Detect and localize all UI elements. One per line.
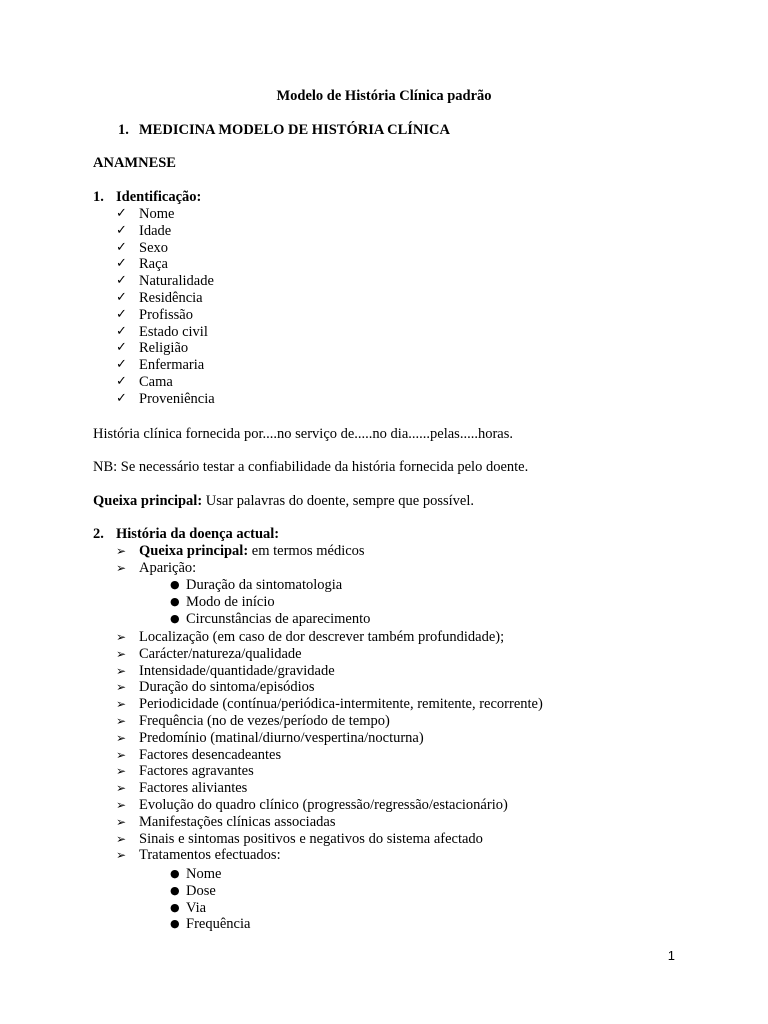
arrow-bullet-icon: ➢ <box>116 764 127 779</box>
list-item-text: Intensidade/quantidade/gravidade <box>139 662 335 679</box>
list-item <box>116 306 215 324</box>
arrow-bullet-icon: ➢ <box>116 544 127 558</box>
list-item-text: Enfermaria <box>139 357 205 374</box>
arrow-bullet-icon: ➢ <box>116 560 127 575</box>
list-item <box>116 830 543 848</box>
arrow-bullet-icon: ➢ <box>116 630 127 644</box>
list-item <box>116 729 543 747</box>
arrow-bullet-icon: ➢ <box>116 781 127 796</box>
list-item <box>116 543 365 560</box>
list-item-text: Via <box>186 899 207 916</box>
arrow-bullet-icon: ➢ <box>116 848 127 863</box>
checkmark-icon: ✓ <box>116 373 127 389</box>
list-item-text: Cama <box>139 373 173 390</box>
arrow-bullet-icon: ➢ <box>116 797 127 812</box>
list-item-text: Sexo <box>139 239 168 256</box>
checkmark-icon: ✓ <box>116 340 127 356</box>
section1-title: Identificação: <box>116 189 202 205</box>
main-heading: MEDICINA MODELO DE HISTÓRIA CLÍNICA <box>139 122 450 138</box>
list-item-text: Factores aliviantes <box>139 780 248 797</box>
chief-complaint-text: Usar palavras do doente, sempre que possível. <box>202 493 474 509</box>
checkmark-icon: ✓ <box>116 357 127 373</box>
list-item <box>116 780 543 797</box>
list-item-text: Factores desencadeantes <box>139 746 282 763</box>
arrow-bullet-icon: ➢ <box>116 680 127 695</box>
round-bullet-icon: ● <box>170 917 180 931</box>
list-item <box>170 577 370 594</box>
arrow-bullet-icon: ➢ <box>116 663 127 678</box>
list-item <box>116 323 215 341</box>
list-item <box>116 645 543 663</box>
item-queixa-text: em termos médicos <box>248 543 365 559</box>
arrow-bullet-icon: ➢ <box>116 646 127 661</box>
checkmark-icon: ✓ <box>116 273 127 289</box>
list-item <box>116 373 215 391</box>
list-item <box>116 206 215 223</box>
round-bullet-icon: ● <box>170 900 180 914</box>
list-item-text: Modo de início <box>186 593 275 610</box>
arrow-bullet-icon: ➢ <box>116 697 127 712</box>
list-item-text: Duração da sintomatologia <box>186 577 343 593</box>
round-bullet-icon: ● <box>170 883 180 897</box>
list-item-text: Estado civil <box>139 323 208 340</box>
section2-number: 2. <box>93 526 104 542</box>
list-item-text: Factores agravantes <box>139 763 254 780</box>
list-item-text: Religião <box>139 340 189 357</box>
checkmark-icon: ✓ <box>116 222 127 238</box>
list-item <box>116 357 215 374</box>
list-item-text: Circunstâncias de aparecimento <box>186 610 371 627</box>
list-item <box>116 679 543 696</box>
aparicao-sub-list <box>170 577 371 627</box>
list-item <box>116 629 543 646</box>
round-bullet-icon: ● <box>170 578 180 591</box>
list-item-text: Nome <box>139 206 175 222</box>
list-item-text: Residência <box>139 289 203 306</box>
arrow-bullet-icon: ➢ <box>116 831 127 846</box>
list-item <box>116 746 543 764</box>
list-item-text: Localização (em caso de dor descrever também profundidade); <box>139 629 505 645</box>
round-bullet-icon: ● <box>170 594 180 608</box>
list-item <box>170 610 371 628</box>
arrow-bullet-icon: ➢ <box>116 747 127 762</box>
arrow-bullet-icon: ➢ <box>116 713 127 728</box>
list-item-text: Nome <box>186 866 222 882</box>
checkmark-icon: ✓ <box>116 390 127 406</box>
identification-list <box>116 206 215 408</box>
aparicao-list <box>116 543 365 577</box>
anamnese-heading: ANAMNESE <box>93 155 176 171</box>
list-item-text: Carácter/natureza/qualidade <box>139 645 302 662</box>
list-item <box>116 222 215 240</box>
list-item-text: Tratamentos efectuados: <box>139 847 281 864</box>
list-item <box>116 696 543 713</box>
list-item <box>116 813 543 831</box>
list-item <box>116 256 215 273</box>
list-item-text: Naturalidade <box>139 273 214 290</box>
tratamentos-sub-list <box>170 866 251 933</box>
list-item-text: Dose <box>186 882 216 899</box>
section2-title: História da doença actual: <box>116 526 280 542</box>
list-item <box>116 340 215 357</box>
list-item-text: Frequência (no de vezes/período de tempo) <box>139 712 390 729</box>
list-item <box>116 273 215 290</box>
list-item <box>116 847 543 864</box>
list-item-text: Idade <box>139 222 172 239</box>
list-item <box>170 866 250 883</box>
arrow-bullet-icon: ➢ <box>116 814 127 829</box>
list-item <box>170 882 250 900</box>
checkmark-icon: ✓ <box>116 289 127 305</box>
heading-number: 1. <box>118 122 129 138</box>
document-title: Modelo de História Clínica padrão <box>276 88 492 104</box>
item-aparicao: Aparição: <box>139 559 197 576</box>
list-item-text: Periodicidade (contínua/periódica-intermitente, remitente, recorrente) <box>139 696 543 713</box>
item-queixa-label: Queixa principal: <box>139 543 249 559</box>
list-item-text: Proveniência <box>139 390 215 407</box>
list-item-text: Manifestações clínicas associadas <box>139 813 336 830</box>
chief-complaint-label: Queixa principal: <box>93 493 203 509</box>
list-item <box>116 763 543 780</box>
paragraph-nb: NB: Se necessário testar a confiabilidade da história fornecida pelo doente. <box>93 459 529 475</box>
list-item-text: Predomínio (matinal/diurno/vespertina/nocturna) <box>139 729 424 746</box>
checkmark-icon: ✓ <box>116 323 127 339</box>
list-item <box>170 916 251 933</box>
paragraph-history-source: História clínica fornecida por....no serviço de.....no dia......pelas.....horas. <box>93 426 513 442</box>
list-item <box>170 899 250 917</box>
list-item <box>170 593 370 611</box>
section1-number: 1. <box>93 189 104 205</box>
checkmark-icon: ✓ <box>116 306 127 322</box>
list-item <box>116 712 543 730</box>
list-item <box>116 796 543 814</box>
page-number: 1 <box>667 948 675 963</box>
checkmark-icon: ✓ <box>116 239 127 255</box>
list-item <box>116 289 215 307</box>
list-item-text: Evolução do quadro clínico (progressão/regressão/estacionário) <box>139 796 508 813</box>
checkmark-icon: ✓ <box>116 256 127 272</box>
symptom-characteristics-list <box>116 629 543 864</box>
list-item-text: Profissão <box>139 306 193 323</box>
list-item-text: Duração do sintoma/episódios <box>139 679 315 696</box>
round-bullet-icon: ● <box>170 867 180 880</box>
list-item-text: Sinais e sintomas positivos e negativos do sistema afectado <box>139 830 483 847</box>
list-item <box>116 239 215 257</box>
list-item-text: Frequência <box>186 916 251 933</box>
list-item <box>116 662 543 680</box>
list-item-text: Raça <box>139 256 168 273</box>
chief-complaint-paragraph <box>93 493 474 510</box>
round-bullet-icon: ● <box>170 611 180 625</box>
list-item <box>116 559 365 577</box>
arrow-bullet-icon: ➢ <box>116 730 127 745</box>
checkmark-icon: ✓ <box>116 206 127 221</box>
list-item <box>116 390 215 408</box>
